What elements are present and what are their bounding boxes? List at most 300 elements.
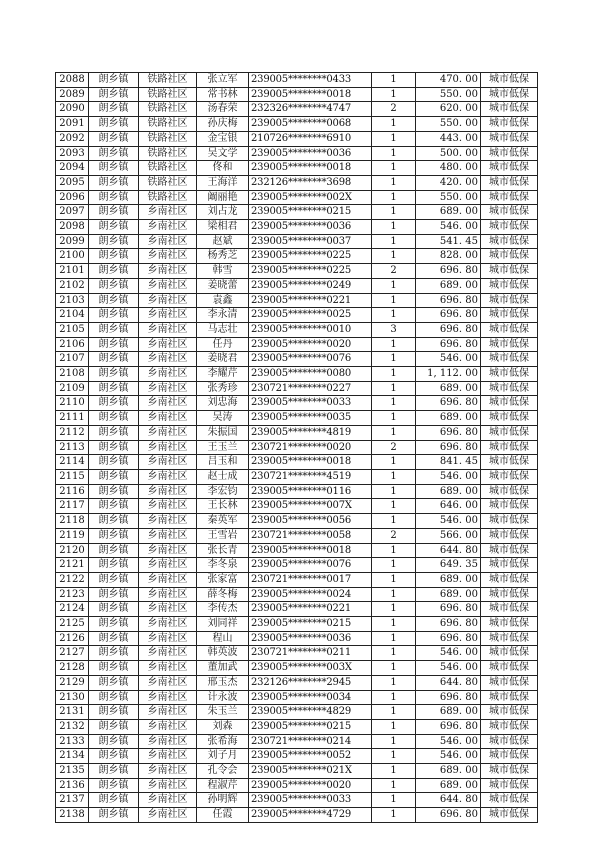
table-row (56, 440, 538, 455)
table-row (56, 484, 538, 499)
community-cell: 乡南社区 (139, 455, 197, 470)
id-number-cell: 230721********0017 (249, 572, 372, 587)
community-cell: 乡南社区 (139, 469, 197, 484)
town-cell: 朗乡镇 (89, 278, 139, 293)
row-number: 2131 (56, 705, 89, 720)
id-number-cell: 239005********0225 (249, 264, 372, 279)
row-number: 2127 (56, 646, 89, 661)
assistance-type-cell: 城市低保 (481, 675, 538, 690)
town-cell: 朗乡镇 (89, 764, 139, 779)
amount-cell: 689. 00 (416, 778, 481, 793)
id-number-cell: 239005********0034 (249, 690, 372, 705)
assistance-type-cell: 城市低保 (481, 499, 538, 514)
assistance-type-cell: 城市低保 (481, 234, 538, 249)
id-number-cell: 239005********0215 (249, 205, 372, 220)
amount-cell: 696. 80 (416, 396, 481, 411)
table-row (56, 352, 538, 367)
table-row (56, 367, 538, 382)
community-cell: 乡南社区 (139, 558, 197, 573)
table-row (56, 293, 538, 308)
amount-cell: 546. 00 (416, 220, 481, 235)
community-cell: 乡南社区 (139, 646, 197, 661)
community-cell: 铁路社区 (139, 131, 197, 146)
amount-cell: 550. 00 (416, 190, 481, 205)
amount-cell: 546. 00 (416, 469, 481, 484)
community-cell: 铁路社区 (139, 117, 197, 132)
assistance-type-cell: 城市低保 (481, 337, 538, 352)
table-row (56, 396, 538, 411)
community-cell: 乡南社区 (139, 293, 197, 308)
row-number: 2099 (56, 234, 89, 249)
name-cell: 邢玉杰 (197, 675, 249, 690)
amount-cell: 620. 00 (416, 102, 481, 117)
household-count-cell: 1 (372, 308, 416, 323)
id-number-cell: 230721********0227 (249, 381, 372, 396)
table-row (56, 749, 538, 764)
amount-cell: 689. 00 (416, 381, 481, 396)
name-cell: 程山 (197, 631, 249, 646)
assistance-type-cell: 城市低保 (481, 381, 538, 396)
name-cell: 董加武 (197, 661, 249, 676)
town-cell: 朗乡镇 (89, 469, 139, 484)
assistance-type-cell: 城市低保 (481, 793, 538, 808)
name-cell: 朱玉兰 (197, 705, 249, 720)
row-number: 2136 (56, 778, 89, 793)
table-row (56, 558, 538, 573)
id-number-cell: 239005********4829 (249, 705, 372, 720)
household-count-cell: 1 (372, 719, 416, 734)
community-cell: 乡南社区 (139, 793, 197, 808)
household-count-cell: 1 (372, 425, 416, 440)
row-number: 2116 (56, 484, 89, 499)
row-number: 2102 (56, 278, 89, 293)
row-number: 2103 (56, 293, 89, 308)
row-number: 2104 (56, 308, 89, 323)
community-cell: 乡南社区 (139, 631, 197, 646)
name-cell: 韩雪 (197, 264, 249, 279)
id-number-cell: 239005********002X (249, 190, 372, 205)
table-row (56, 264, 538, 279)
town-cell: 朗乡镇 (89, 558, 139, 573)
id-number-cell: 239005********0036 (249, 631, 372, 646)
name-cell: 刘同祥 (197, 617, 249, 632)
table-row (56, 764, 538, 779)
assistance-type-cell: 城市低保 (481, 146, 538, 161)
community-cell: 铁路社区 (139, 102, 197, 117)
amount-cell: 420. 00 (416, 175, 481, 190)
town-cell: 朗乡镇 (89, 440, 139, 455)
row-number: 2100 (56, 249, 89, 264)
household-count-cell: 1 (372, 749, 416, 764)
town-cell: 朗乡镇 (89, 190, 139, 205)
amount-cell: 696. 80 (416, 308, 481, 323)
assistance-type-cell: 城市低保 (481, 367, 538, 382)
town-cell: 朗乡镇 (89, 778, 139, 793)
assistance-type-cell: 城市低保 (481, 190, 538, 205)
name-cell: 程淑芹 (197, 778, 249, 793)
amount-cell: 689. 00 (416, 705, 481, 720)
town-cell: 朗乡镇 (89, 749, 139, 764)
id-number-cell: 232126********2945 (249, 675, 372, 690)
community-cell: 乡南社区 (139, 484, 197, 499)
row-number: 2120 (56, 543, 89, 558)
amount-cell: 546. 00 (416, 661, 481, 676)
row-number: 2106 (56, 337, 89, 352)
household-count-cell: 1 (372, 690, 416, 705)
row-number: 2107 (56, 352, 89, 367)
id-number-cell: 239005********0035 (249, 411, 372, 426)
row-number: 2117 (56, 499, 89, 514)
community-cell: 铁路社区 (139, 175, 197, 190)
community-cell: 乡南社区 (139, 278, 197, 293)
assistance-type-cell: 城市低保 (481, 455, 538, 470)
town-cell: 朗乡镇 (89, 308, 139, 323)
row-number: 2109 (56, 381, 89, 396)
assistance-type-cell: 城市低保 (481, 631, 538, 646)
community-cell: 乡南社区 (139, 749, 197, 764)
row-number: 2129 (56, 675, 89, 690)
row-number: 2113 (56, 440, 89, 455)
name-cell: 吴涛 (197, 411, 249, 426)
name-cell: 赵士成 (197, 469, 249, 484)
household-count-cell: 1 (372, 469, 416, 484)
household-count-cell: 1 (372, 499, 416, 514)
assistance-type-cell: 城市低保 (481, 543, 538, 558)
name-cell: 佟和 (197, 161, 249, 176)
community-cell: 乡南社区 (139, 705, 197, 720)
assistance-type-cell: 城市低保 (481, 764, 538, 779)
assistance-type-cell: 城市低保 (481, 117, 538, 132)
household-count-cell: 1 (372, 617, 416, 632)
name-cell: 孔令会 (197, 764, 249, 779)
amount-cell: 696. 80 (416, 631, 481, 646)
id-number-cell: 239005********0215 (249, 719, 372, 734)
table-row (56, 381, 538, 396)
row-number: 2123 (56, 587, 89, 602)
community-cell: 乡南社区 (139, 352, 197, 367)
table-row (56, 602, 538, 617)
household-count-cell: 2 (372, 102, 416, 117)
table-row (56, 131, 538, 146)
assistance-type-cell: 城市低保 (481, 514, 538, 529)
id-number-cell: 239005********0033 (249, 793, 372, 808)
table-row (56, 778, 538, 793)
table-row (56, 675, 538, 690)
name-cell: 孙庆梅 (197, 117, 249, 132)
amount-cell: 696. 80 (416, 425, 481, 440)
community-cell: 乡南社区 (139, 220, 197, 235)
assistance-type-cell: 城市低保 (481, 308, 538, 323)
table-row (56, 161, 538, 176)
table-row (56, 469, 538, 484)
household-count-cell: 1 (372, 131, 416, 146)
assistance-type-cell: 城市低保 (481, 425, 538, 440)
row-number: 2112 (56, 425, 89, 440)
name-cell: 阚丽艳 (197, 190, 249, 205)
row-number: 2088 (56, 73, 89, 88)
community-cell: 乡南社区 (139, 440, 197, 455)
household-count-cell: 1 (372, 484, 416, 499)
household-count-cell: 1 (372, 220, 416, 235)
name-cell: 刘子月 (197, 749, 249, 764)
assistance-type-cell: 城市低保 (481, 808, 538, 823)
amount-cell: 550. 00 (416, 87, 481, 102)
table-row (56, 102, 538, 117)
town-cell: 朗乡镇 (89, 808, 139, 823)
row-number: 2110 (56, 396, 89, 411)
community-cell: 乡南社区 (139, 367, 197, 382)
row-number: 2095 (56, 175, 89, 190)
amount-cell: 689. 00 (416, 587, 481, 602)
table-row (56, 808, 538, 823)
amount-cell: 644. 80 (416, 543, 481, 558)
amount-cell: 696. 80 (416, 440, 481, 455)
community-cell: 乡南社区 (139, 411, 197, 426)
town-cell: 朗乡镇 (89, 705, 139, 720)
household-count-cell: 1 (372, 278, 416, 293)
amount-cell: 696. 80 (416, 264, 481, 279)
id-number-cell: 239005********0037 (249, 234, 372, 249)
town-cell: 朗乡镇 (89, 484, 139, 499)
welfare-roster-table (55, 72, 538, 823)
row-number: 2137 (56, 793, 89, 808)
assistance-type-cell: 城市低保 (481, 617, 538, 632)
assistance-type-cell: 城市低保 (481, 293, 538, 308)
table-row (56, 337, 538, 352)
town-cell: 朗乡镇 (89, 499, 139, 514)
id-number-cell: 239005********0221 (249, 293, 372, 308)
name-cell: 杨秀芝 (197, 249, 249, 264)
household-count-cell: 1 (372, 543, 416, 558)
amount-cell: 696. 80 (416, 719, 481, 734)
row-number: 2097 (56, 205, 89, 220)
id-number-cell: 239005********0018 (249, 87, 372, 102)
id-number-cell: 239005********0052 (249, 749, 372, 764)
table-row (56, 146, 538, 161)
household-count-cell: 1 (372, 87, 416, 102)
assistance-type-cell: 城市低保 (481, 249, 538, 264)
id-number-cell: 239005********0433 (249, 73, 372, 88)
town-cell: 朗乡镇 (89, 587, 139, 602)
household-count-cell: 1 (372, 455, 416, 470)
household-count-cell: 1 (372, 587, 416, 602)
amount-cell: 646. 00 (416, 499, 481, 514)
town-cell: 朗乡镇 (89, 646, 139, 661)
row-number: 2124 (56, 602, 89, 617)
community-cell: 乡南社区 (139, 572, 197, 587)
community-cell: 乡南社区 (139, 425, 197, 440)
name-cell: 刘森 (197, 719, 249, 734)
name-cell: 计永波 (197, 690, 249, 705)
table-row (56, 661, 538, 676)
row-number: 2125 (56, 617, 89, 632)
household-count-cell: 1 (372, 190, 416, 205)
amount-cell: 689. 00 (416, 205, 481, 220)
household-count-cell: 1 (372, 793, 416, 808)
id-number-cell: 232126********3698 (249, 175, 372, 190)
household-count-cell: 1 (372, 73, 416, 88)
assistance-type-cell: 城市低保 (481, 602, 538, 617)
town-cell: 朗乡镇 (89, 264, 139, 279)
id-number-cell: 239005********0036 (249, 146, 372, 161)
amount-cell: 696. 80 (416, 293, 481, 308)
amount-cell: 644. 80 (416, 675, 481, 690)
town-cell: 朗乡镇 (89, 617, 139, 632)
household-count-cell: 1 (372, 734, 416, 749)
town-cell: 朗乡镇 (89, 205, 139, 220)
assistance-type-cell: 城市低保 (481, 749, 538, 764)
name-cell: 姜晓蕾 (197, 278, 249, 293)
row-number: 2105 (56, 322, 89, 337)
amount-cell: 500. 00 (416, 146, 481, 161)
name-cell: 李冬泉 (197, 558, 249, 573)
name-cell: 张希海 (197, 734, 249, 749)
household-count-cell: 1 (372, 234, 416, 249)
amount-cell: 696. 80 (416, 808, 481, 823)
id-number-cell: 239005********0018 (249, 543, 372, 558)
name-cell: 李永清 (197, 308, 249, 323)
amount-cell: 696. 80 (416, 322, 481, 337)
town-cell: 朗乡镇 (89, 528, 139, 543)
table-row (56, 705, 538, 720)
town-cell: 朗乡镇 (89, 793, 139, 808)
id-number-cell: 210726********6910 (249, 131, 372, 146)
amount-cell: 649. 35 (416, 558, 481, 573)
community-cell: 乡南社区 (139, 234, 197, 249)
community-cell: 乡南社区 (139, 514, 197, 529)
community-cell: 乡南社区 (139, 396, 197, 411)
community-cell: 铁路社区 (139, 161, 197, 176)
household-count-cell: 2 (372, 440, 416, 455)
id-number-cell: 239005********0025 (249, 308, 372, 323)
id-number-cell: 239005********0225 (249, 249, 372, 264)
name-cell: 孙明辉 (197, 793, 249, 808)
id-number-cell: 239005********0068 (249, 117, 372, 132)
assistance-type-cell: 城市低保 (481, 778, 538, 793)
community-cell: 铁路社区 (139, 87, 197, 102)
town-cell: 朗乡镇 (89, 337, 139, 352)
table-row (56, 572, 538, 587)
table-row (56, 190, 538, 205)
amount-cell: 546. 00 (416, 734, 481, 749)
town-cell: 朗乡镇 (89, 734, 139, 749)
name-cell: 李传杰 (197, 602, 249, 617)
id-number-cell: 230721********0211 (249, 646, 372, 661)
id-number-cell: 239005********0116 (249, 484, 372, 499)
town-cell: 朗乡镇 (89, 131, 139, 146)
name-cell: 张家富 (197, 572, 249, 587)
row-number: 2093 (56, 146, 89, 161)
id-number-cell: 239005********0020 (249, 778, 372, 793)
id-number-cell: 239005********0018 (249, 161, 372, 176)
community-cell: 铁路社区 (139, 190, 197, 205)
table-row (56, 117, 538, 132)
id-number-cell: 239005********0076 (249, 352, 372, 367)
household-count-cell: 1 (372, 661, 416, 676)
row-number: 2111 (56, 411, 89, 426)
town-cell: 朗乡镇 (89, 396, 139, 411)
name-cell: 梁相君 (197, 220, 249, 235)
assistance-type-cell: 城市低保 (481, 558, 538, 573)
row-number: 2108 (56, 367, 89, 382)
name-cell: 王海洋 (197, 175, 249, 190)
community-cell: 乡南社区 (139, 617, 197, 632)
amount-cell: 828. 00 (416, 249, 481, 264)
assistance-type-cell: 城市低保 (481, 131, 538, 146)
row-number: 2118 (56, 514, 89, 529)
assistance-type-cell: 城市低保 (481, 690, 538, 705)
id-number-cell: 230721********0214 (249, 734, 372, 749)
id-number-cell: 230721********4519 (249, 469, 372, 484)
name-cell: 朱振国 (197, 425, 249, 440)
amount-cell: 443. 00 (416, 131, 481, 146)
town-cell: 朗乡镇 (89, 234, 139, 249)
community-cell: 铁路社区 (139, 146, 197, 161)
assistance-type-cell: 城市低保 (481, 161, 538, 176)
community-cell: 乡南社区 (139, 543, 197, 558)
table-row (56, 278, 538, 293)
table-row (56, 87, 538, 102)
amount-cell: 689. 00 (416, 764, 481, 779)
assistance-type-cell: 城市低保 (481, 572, 538, 587)
community-cell: 铁路社区 (139, 73, 197, 88)
name-cell: 赵斌 (197, 234, 249, 249)
name-cell: 薛冬梅 (197, 587, 249, 602)
id-number-cell: 239005********4819 (249, 425, 372, 440)
row-number: 2133 (56, 734, 89, 749)
assistance-type-cell: 城市低保 (481, 322, 538, 337)
table-row (56, 631, 538, 646)
assistance-type-cell: 城市低保 (481, 396, 538, 411)
id-number-cell: 239005********0036 (249, 220, 372, 235)
amount-cell: 696. 80 (416, 337, 481, 352)
community-cell: 乡南社区 (139, 690, 197, 705)
table-row (56, 411, 538, 426)
id-number-cell: 230721********0020 (249, 440, 372, 455)
household-count-cell: 2 (372, 528, 416, 543)
household-count-cell: 1 (372, 514, 416, 529)
household-count-cell: 1 (372, 293, 416, 308)
amount-cell: 696. 80 (416, 690, 481, 705)
table-row (56, 528, 538, 543)
row-number: 2090 (56, 102, 89, 117)
town-cell: 朗乡镇 (89, 661, 139, 676)
row-number: 2130 (56, 690, 89, 705)
household-count-cell: 1 (372, 205, 416, 220)
household-count-cell: 1 (372, 572, 416, 587)
row-number: 2092 (56, 131, 89, 146)
table-row (56, 73, 538, 88)
table-row (56, 455, 538, 470)
town-cell: 朗乡镇 (89, 572, 139, 587)
community-cell: 乡南社区 (139, 264, 197, 279)
town-cell: 朗乡镇 (89, 352, 139, 367)
town-cell: 朗乡镇 (89, 411, 139, 426)
id-number-cell: 239005********003X (249, 661, 372, 676)
name-cell: 汤春荣 (197, 102, 249, 117)
household-count-cell: 2 (372, 264, 416, 279)
household-count-cell: 1 (372, 631, 416, 646)
town-cell: 朗乡镇 (89, 367, 139, 382)
name-cell: 任丹 (197, 337, 249, 352)
name-cell: 吕玉和 (197, 455, 249, 470)
id-number-cell: 239005********0080 (249, 367, 372, 382)
amount-cell: 644. 80 (416, 793, 481, 808)
assistance-type-cell: 城市低保 (481, 411, 538, 426)
row-number: 2135 (56, 764, 89, 779)
row-number: 2098 (56, 220, 89, 235)
assistance-type-cell: 城市低保 (481, 352, 538, 367)
